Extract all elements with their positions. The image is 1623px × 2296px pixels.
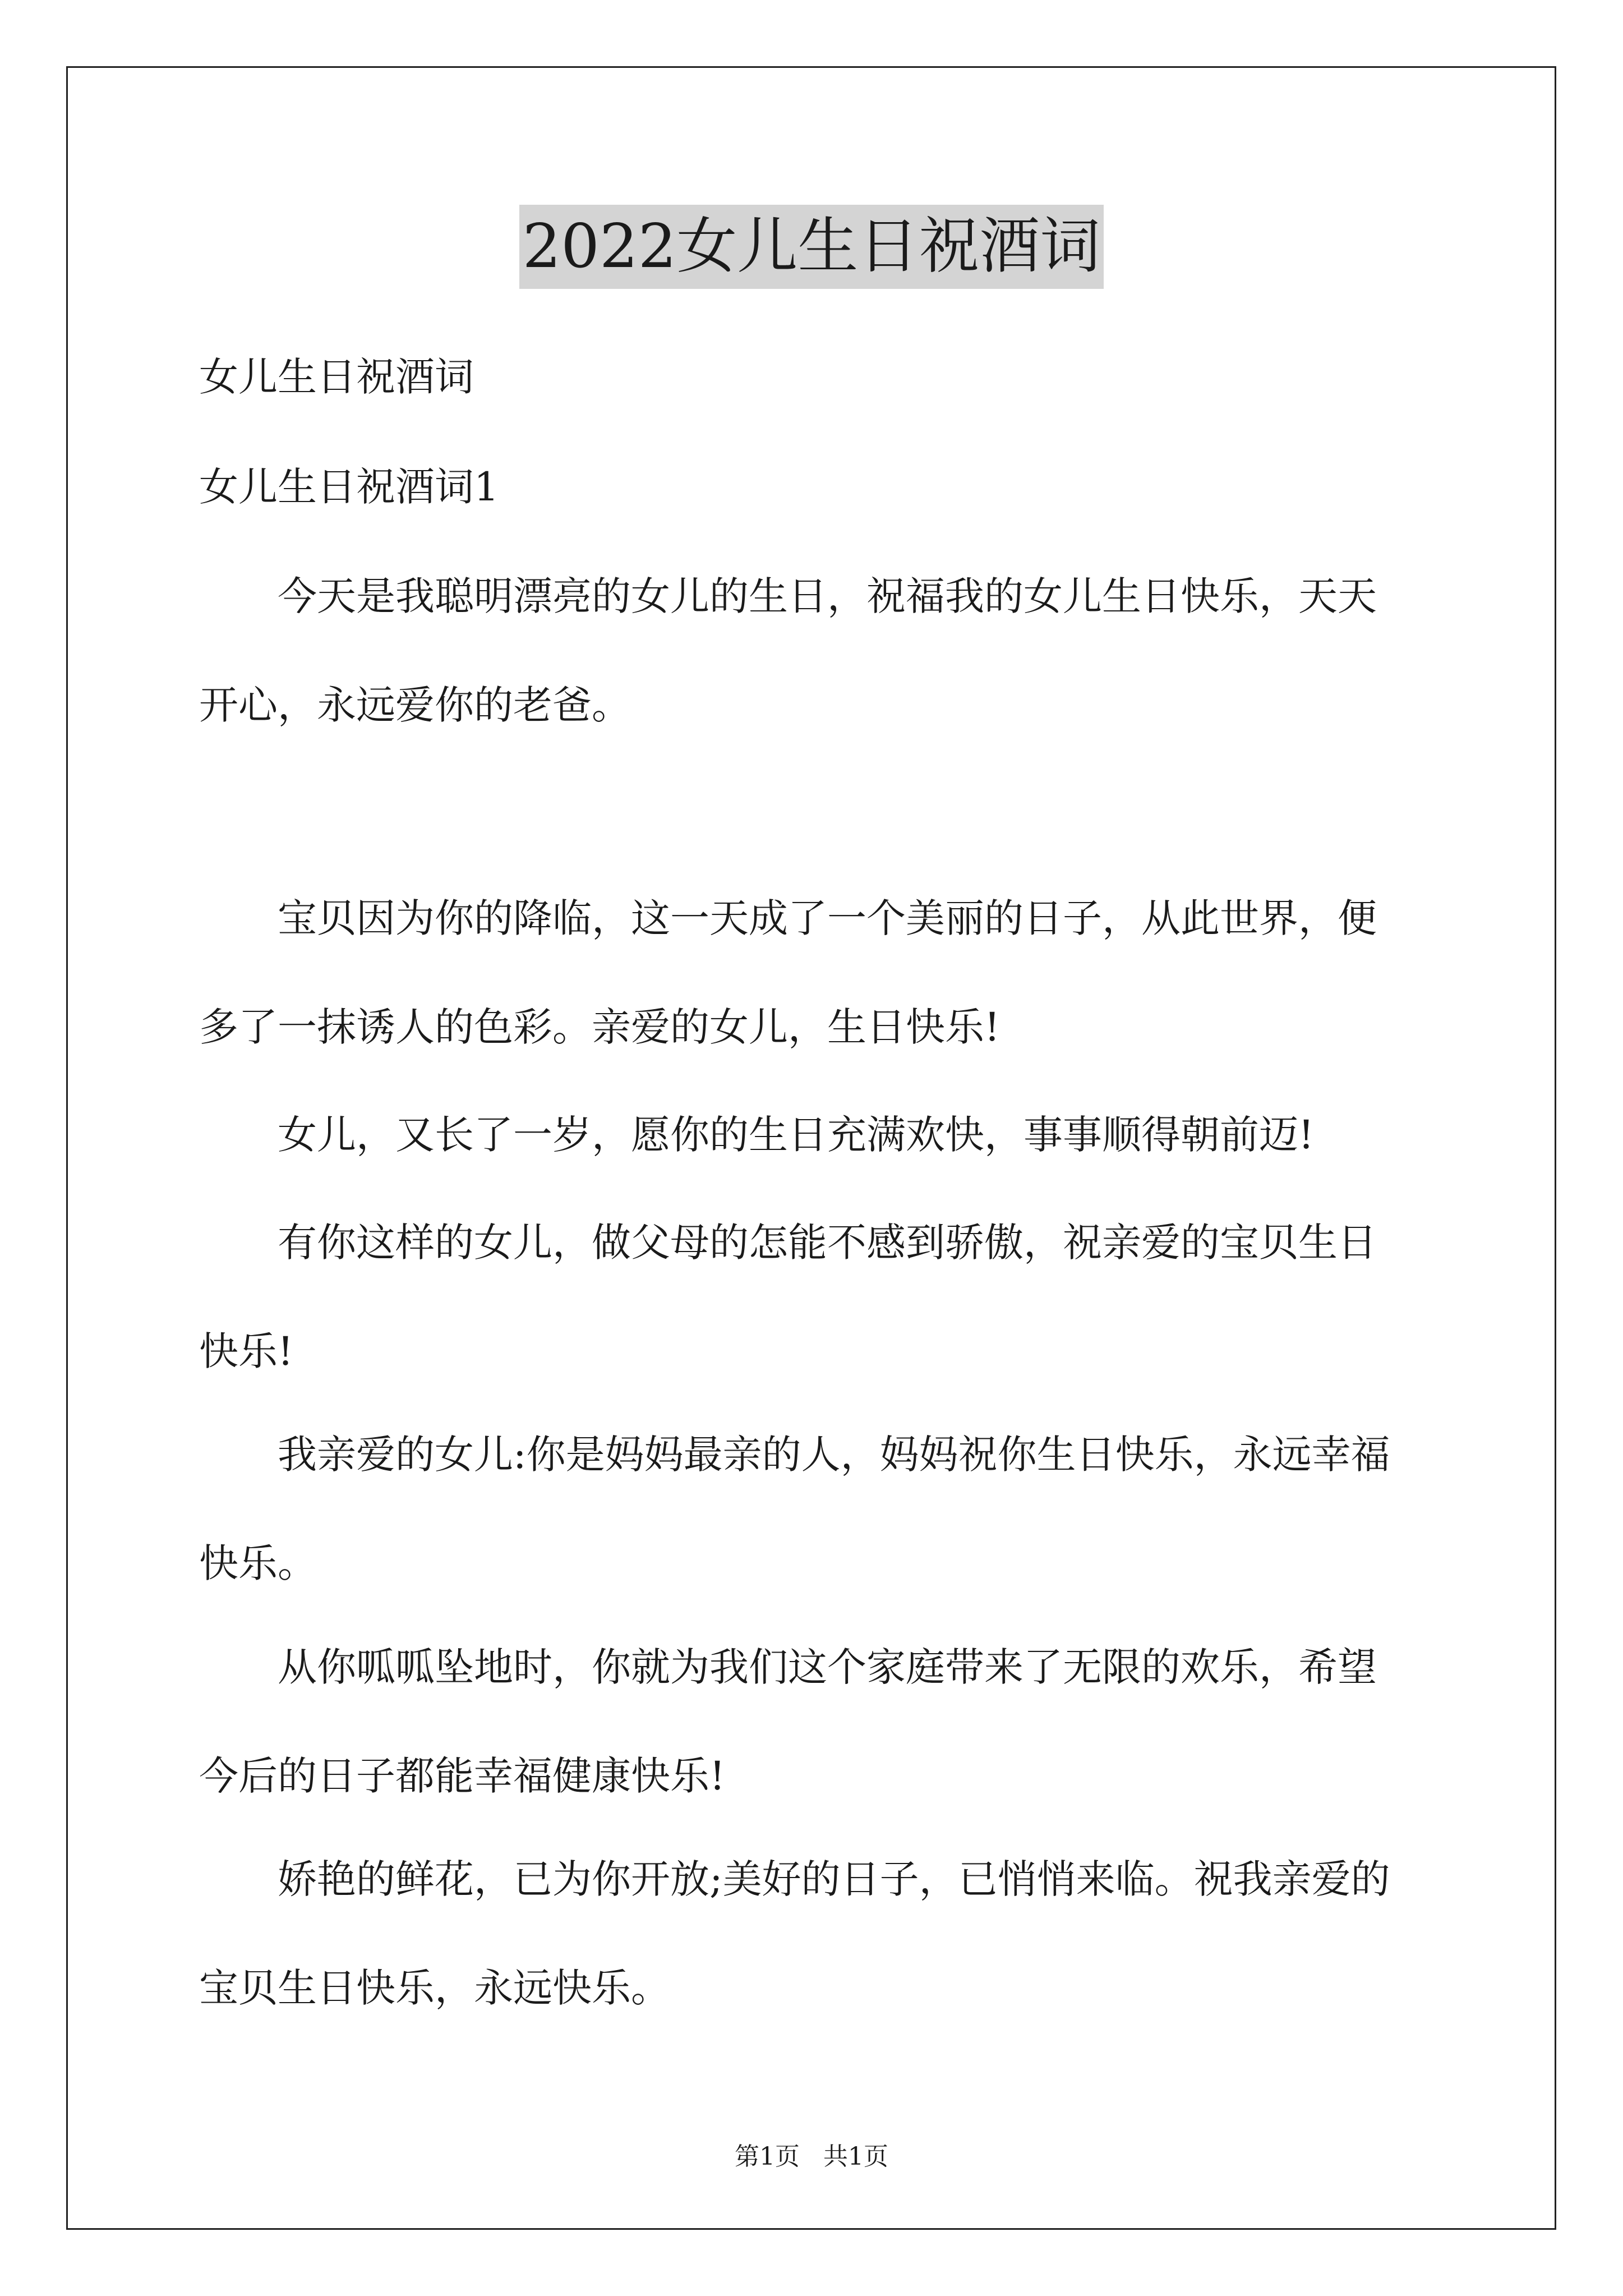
paragraph-4 <box>199 1214 1433 1379</box>
paragraph-5-line-1: 我亲爱的女儿:你是妈妈最亲的人，妈妈祝你生日快乐，永远幸福 <box>199 1432 1390 1478</box>
paragraph-2-line-2: 多了一抹诱人的色彩。亲爱的女儿，生日快乐! <box>199 1004 1000 1050</box>
page-title: 2022女儿生日祝酒词 <box>519 205 1104 289</box>
paragraph-3 <box>199 1107 1433 1163</box>
subtitle: 女儿生日祝酒词 <box>199 354 474 400</box>
page-footer: 第1页 共1页 <box>735 2142 888 2171</box>
paragraph-2-line-1: 宝贝因为你的降临，这一天成了一个美丽的日子，从此世界，便 <box>199 895 1377 941</box>
paragraph-4-line-1: 有你这样的女儿，做父母的怎能不感到骄傲，祝亲爱的宝贝生日 <box>199 1220 1377 1266</box>
paragraph-1-line-2: 开心，永远爱你的老爸。 <box>199 682 631 728</box>
paragraph-6-line-2: 今后的日子都能幸福健康快乐! <box>199 1753 726 1799</box>
paragraph-5-line-2: 快乐。 <box>199 1540 317 1586</box>
paragraph-5 <box>199 1427 1433 1591</box>
section-heading: 女儿生日祝酒词1 <box>199 464 499 510</box>
paragraph-6-line-1: 从你呱呱坠地时，你就为我们这个家庭带来了无限的欢乐，希望 <box>199 1644 1377 1690</box>
paragraph-7-line-1: 娇艳的鲜花，已为你开放;美好的日子，已悄悄来临。祝我亲爱的 <box>199 1856 1390 1902</box>
paragraph-6 <box>199 1639 1433 1804</box>
paragraph-1-line-1: 今天是我聪明漂亮的女儿的生日，祝福我的女儿生日快乐，天天 <box>199 573 1377 619</box>
paragraph-7 <box>199 1851 1433 2016</box>
title-block <box>0 205 1623 289</box>
paragraph-7-line-2: 宝贝生日快乐，永远快乐。 <box>199 1965 670 2011</box>
paragraph-4-line-2: 快乐! <box>199 1328 294 1374</box>
paragraph-3-line-1: 女儿，又长了一岁，愿你的生日充满欢快，事事顺得朝前迈! <box>199 1112 1315 1158</box>
paragraph-1 <box>199 568 1433 733</box>
paragraph-2 <box>199 890 1433 1055</box>
